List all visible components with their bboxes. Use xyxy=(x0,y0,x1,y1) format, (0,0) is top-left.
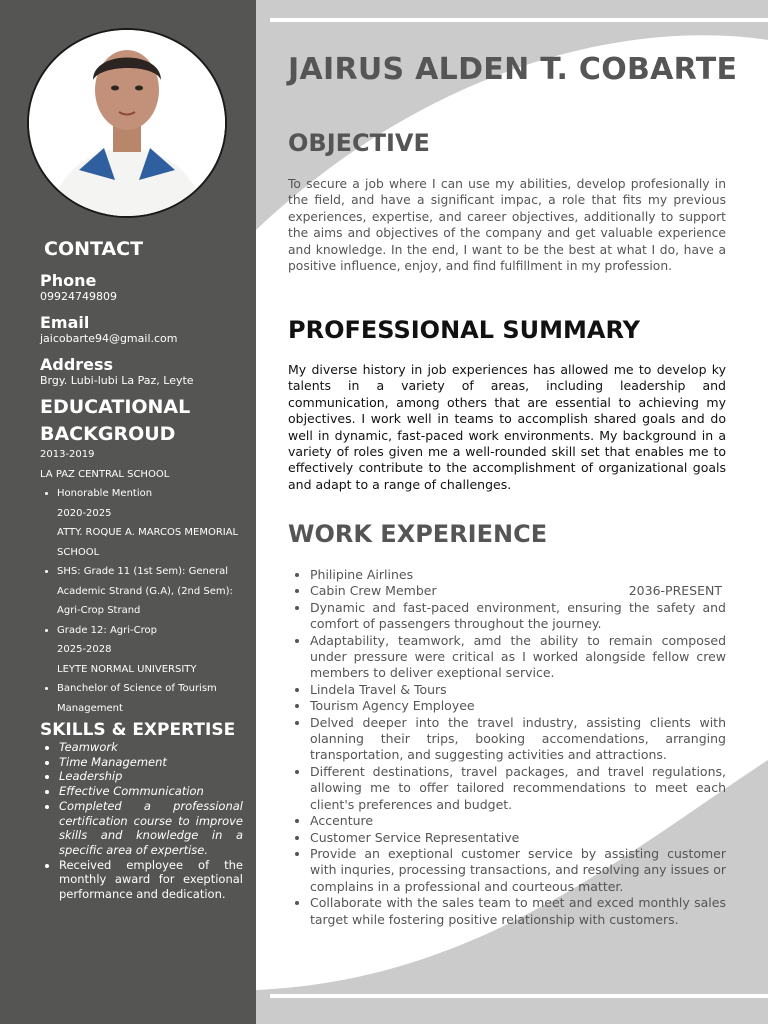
work-item: • Lindela Travel & Tours xyxy=(310,682,726,698)
work-item xyxy=(310,583,726,599)
summary-text: My diverse history in job experiences has allowed me to develop ky talents in a variety of areas, including leadership and communication, among others that are essential to achieving my objectives. I work well in teams to accomplish shared goals and do well in dynamic, fast-paced work environments. My background in a variety of roles given me a well-rounded skill set that enables me to effectively contribute to the accomplishment of organizational goals and adapt to a range of challenges. xyxy=(288,362,726,492)
profile-photo xyxy=(27,28,227,218)
work-item: • Accenture xyxy=(310,813,726,829)
skills-list xyxy=(40,740,243,902)
education-heading: EDUCATIONAL xyxy=(40,396,191,418)
education-entry: • SHS: Grade 11 (1st Sem): General Academic Strand (G.A), (2nd Sem): Agri-Crop Strand xyxy=(57,562,245,621)
resume-name: JAIRUS ALDEN T. COBARTE xyxy=(288,52,738,87)
education-school: LA PAZ CENTRAL SCHOOL xyxy=(40,468,170,480)
email-label: Email xyxy=(40,313,90,332)
work-heading: WORK EXPERIENCE xyxy=(288,520,548,548)
work-item: • Collaborate with the sales team to meet and exced monthly sales target while fostering positive relationship with customers. xyxy=(310,895,726,928)
work-item: • Tourism Agency Employee xyxy=(310,698,726,714)
skill-item: • Effective Communication xyxy=(59,784,243,799)
skill-item: • Completed a professional certification course to improve skills and knowledge in a specific area of expertise. xyxy=(59,799,243,858)
education-entry: • Banchelor of Science of Tourism Management xyxy=(57,679,245,718)
phone-value: 09924749809 xyxy=(40,290,117,303)
address-label: Address xyxy=(40,355,114,374)
skill-item: • Teamwork xyxy=(59,740,243,755)
work-item: • Provide an exeptional customer service by assisting customer with inquries, processing transactions, and resolving any issues or complains in a professional and courteous matter. xyxy=(310,846,726,895)
work-item: • Different destinations, travel packages, and travel regulations, allowing me to offer tailored recommendations to meet each client's preferences and budget. xyxy=(310,764,726,813)
work-item: • Delved deeper into the travel industry, assisting clients with olanning their trips, booking accomendations, arranging transportation, and suggesting activities and attractions. xyxy=(310,715,726,764)
main-content xyxy=(256,0,768,1024)
skills-heading: SKILLS & EXPERTISE xyxy=(40,720,236,740)
skill-item: • Leadership xyxy=(59,769,243,784)
award-item: • Received employee of the monthly award for exeptional performance and dedication. xyxy=(59,858,243,902)
objective-heading: OBJECTIVE xyxy=(288,129,430,157)
job-title: • Cabin Crew Member xyxy=(310,583,437,599)
summary-heading: PROFESSIONAL SUMMARY xyxy=(288,316,641,344)
work-list xyxy=(288,567,726,928)
education-entry: • Grade 12: Agri-Crop 2025-2028 LEYTE NORMAL UNIVERSITY xyxy=(57,621,245,680)
bottom-rule xyxy=(270,994,768,998)
education-list xyxy=(40,445,245,718)
top-rule xyxy=(270,18,768,22)
contact-heading: CONTACT xyxy=(44,238,144,260)
job-dates: 2036-PRESENT xyxy=(628,583,722,599)
objective-text: To secure a job where I can use my abilities, develop profesionally in the field, and have a significant impac, a role that fits my previous experiences, expertise, and career objectives, additionally to support the aims and objectives of the company and get valuable experience and knowledge. In the end, I want to be the best at what I do, have a positive influence, enjoy, and find fulfillment in my profession. xyxy=(288,177,726,274)
work-item: • Dynamic and fast-paced environment, ensuring the safety and comfort of passengers throughout the journey. xyxy=(310,600,726,633)
education-heading-line2: BACKGROUD xyxy=(40,423,176,445)
phone-label: Phone xyxy=(40,271,97,290)
skill-item: • Time Management xyxy=(59,755,243,770)
sidebar xyxy=(0,0,256,1024)
email-value: jaicobarte94@gmail.com xyxy=(40,332,178,345)
work-item: • Customer Service Representative xyxy=(310,830,726,846)
education-entry: • Honorable Mention 2020-2025 ATTY. ROQUE A. MARCOS MEMORIAL SCHOOL xyxy=(57,484,245,562)
address-value: Brgy. Lubi-lubi La Paz, Leyte xyxy=(40,374,194,387)
work-item: • Adaptability, teamwork, amd the ability to remain composed under pressure were critical as I worked alongside fellow crew members to deliver exeptional service. xyxy=(310,633,726,682)
work-item: • Philipine Airlines xyxy=(310,567,726,583)
education-years: 2013-2019 xyxy=(40,449,95,460)
